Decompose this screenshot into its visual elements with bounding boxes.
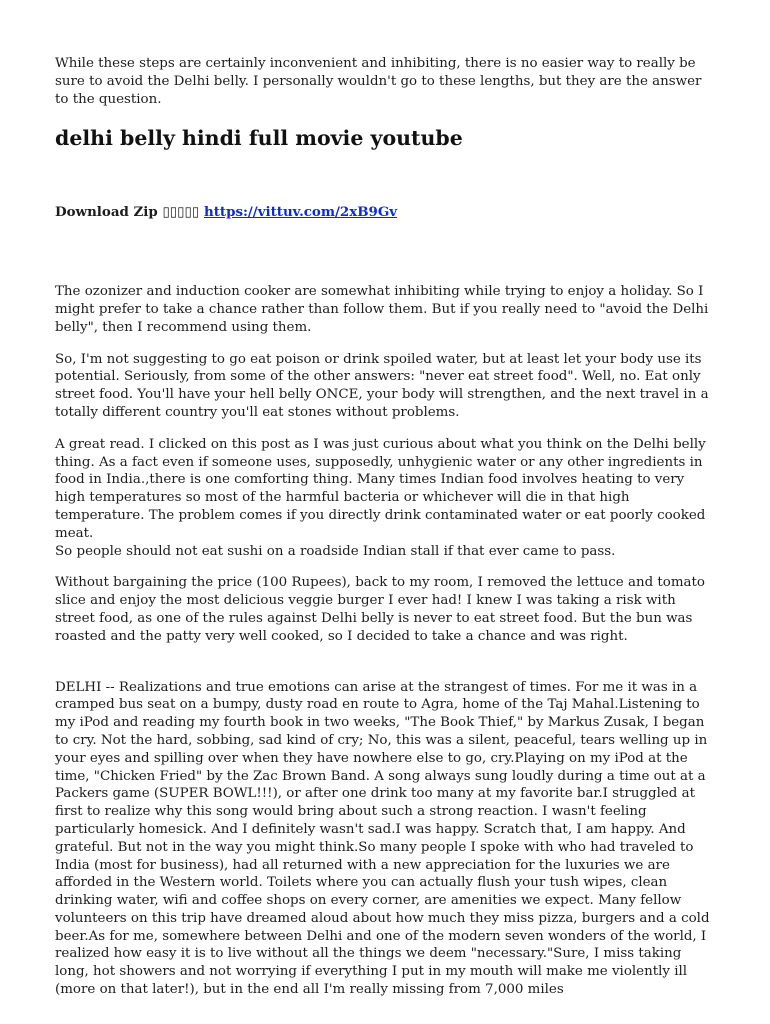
page-title: delhi belly hindi full movie youtube	[55, 126, 463, 151]
paragraph-sushi-line: So people should not eat sushi on a roadside Indian stall if that ever came to pass.	[55, 543, 616, 559]
intro-paragraph: While these steps are certainly inconvenient and inhibiting, there is no easier way to really be sure to avoid the Delhi belly. I personally wouldn't go to these lengths, but they are the answer to the question.	[55, 56, 702, 107]
download-label: Download Zip	[55, 204, 158, 221]
download-link[interactable]: https://vittuv.com/2xB9Gv	[203, 204, 398, 221]
download-line	[55, 204, 710, 222]
paragraph-great-read-text: A great read. I clicked on this post as I was just curious about what you think on the Delhi belly thing. As a fact even if someone uses, supposedly, unhygienic water or any other ingredients in food in India.,there is one comforting thing. Many times Indian food involves heating to very high temperatures so most of the harmful bacteria or whichever will die in that high temperature. The problem comes if you directly drink contaminated water or eat poorly cooked meat.	[55, 436, 706, 541]
download-glyphs: ▯▯▯▯▯	[162, 204, 200, 221]
paragraph-great-read	[55, 436, 710, 561]
paragraph-veggie-burger: Without bargaining the price (100 Rupees), back to my room, I removed the lettuce and tomato slice and enjoy the most delicious veggie burger I ever had! I knew I was taking a risk with street food, as one of the rules against Delhi belly is never to eat street food. But the bun was roasted and the patty very well cooked, so I decided to take a chance and was right.	[55, 575, 705, 644]
paragraph-delhi-realizations: DELHI -- Realizations and true emotions can arise at the strangest of times. For me it was in a cramped bus seat on a bumpy, dusty road en route to Agra, home of the Taj Mahal.Listening to my iPod and reading my fourth book in two weeks, "The Book Thief," by Markus Zusak, I began to cry. Not the hard, sobbing, sad kind of cry; No, this was a silent, peaceful, tears welling up in your eyes and spilling over when they have nowhere else to go, cry.Playing on my iPod at the time, "Chicken Fried" by the Zac Brown Band. A song always sung loudly during a time out at a Packers game (SUPER BOWL!!!), or after one drink too many at my favorite bar.I struggled at first to realize why this song would bring about such a strong reaction. I wasn't feeling particularly homesick. And I definitely wasn't sad.I was happy. Scratch that, I am happy. And grateful. But not in the way you might think.So many people I spoke with who had traveled to India (most for business), had all returned with a new appreciation for the luxuries we are afforded in the Western world. Toilets where you can actually flush your tush wipes, clean drinking water, wifi and coffee shops on every corner, are amenities we expect. Many fellow volunteers on this trip have dreamed aloud about how much they miss pizza, burgers and a cold beer.As for me, somewhere between Delhi and one of the modern seven wonders of the world, I realized how easy it is to live without all the things we deem "necessary."Sure, I miss taking long, hot showers and not worrying if everything I put in my mouth will make me violently ill (more on that later!), but in the end all I'm really missing from 7,000 miles	[55, 679, 710, 998]
paragraph-street-food: So, I'm not suggesting to go eat poison or drink spoiled water, but at least let your body use its potential. Seriously, from some of the other answers: "never eat street food". Well, no. Eat only street food. You'll have your hell belly ONCE, your body will strengthen, and the next travel in a totally different country you'll eat stones without problems.	[55, 351, 709, 420]
paragraph-ozonizer: The ozonizer and induction cooker are somewhat inhibiting while trying to enjoy a holiday. So I might prefer to take a chance rather than follow them. But if you really need to "avoid the Delhi belly", then I recommend using them.	[55, 284, 709, 335]
